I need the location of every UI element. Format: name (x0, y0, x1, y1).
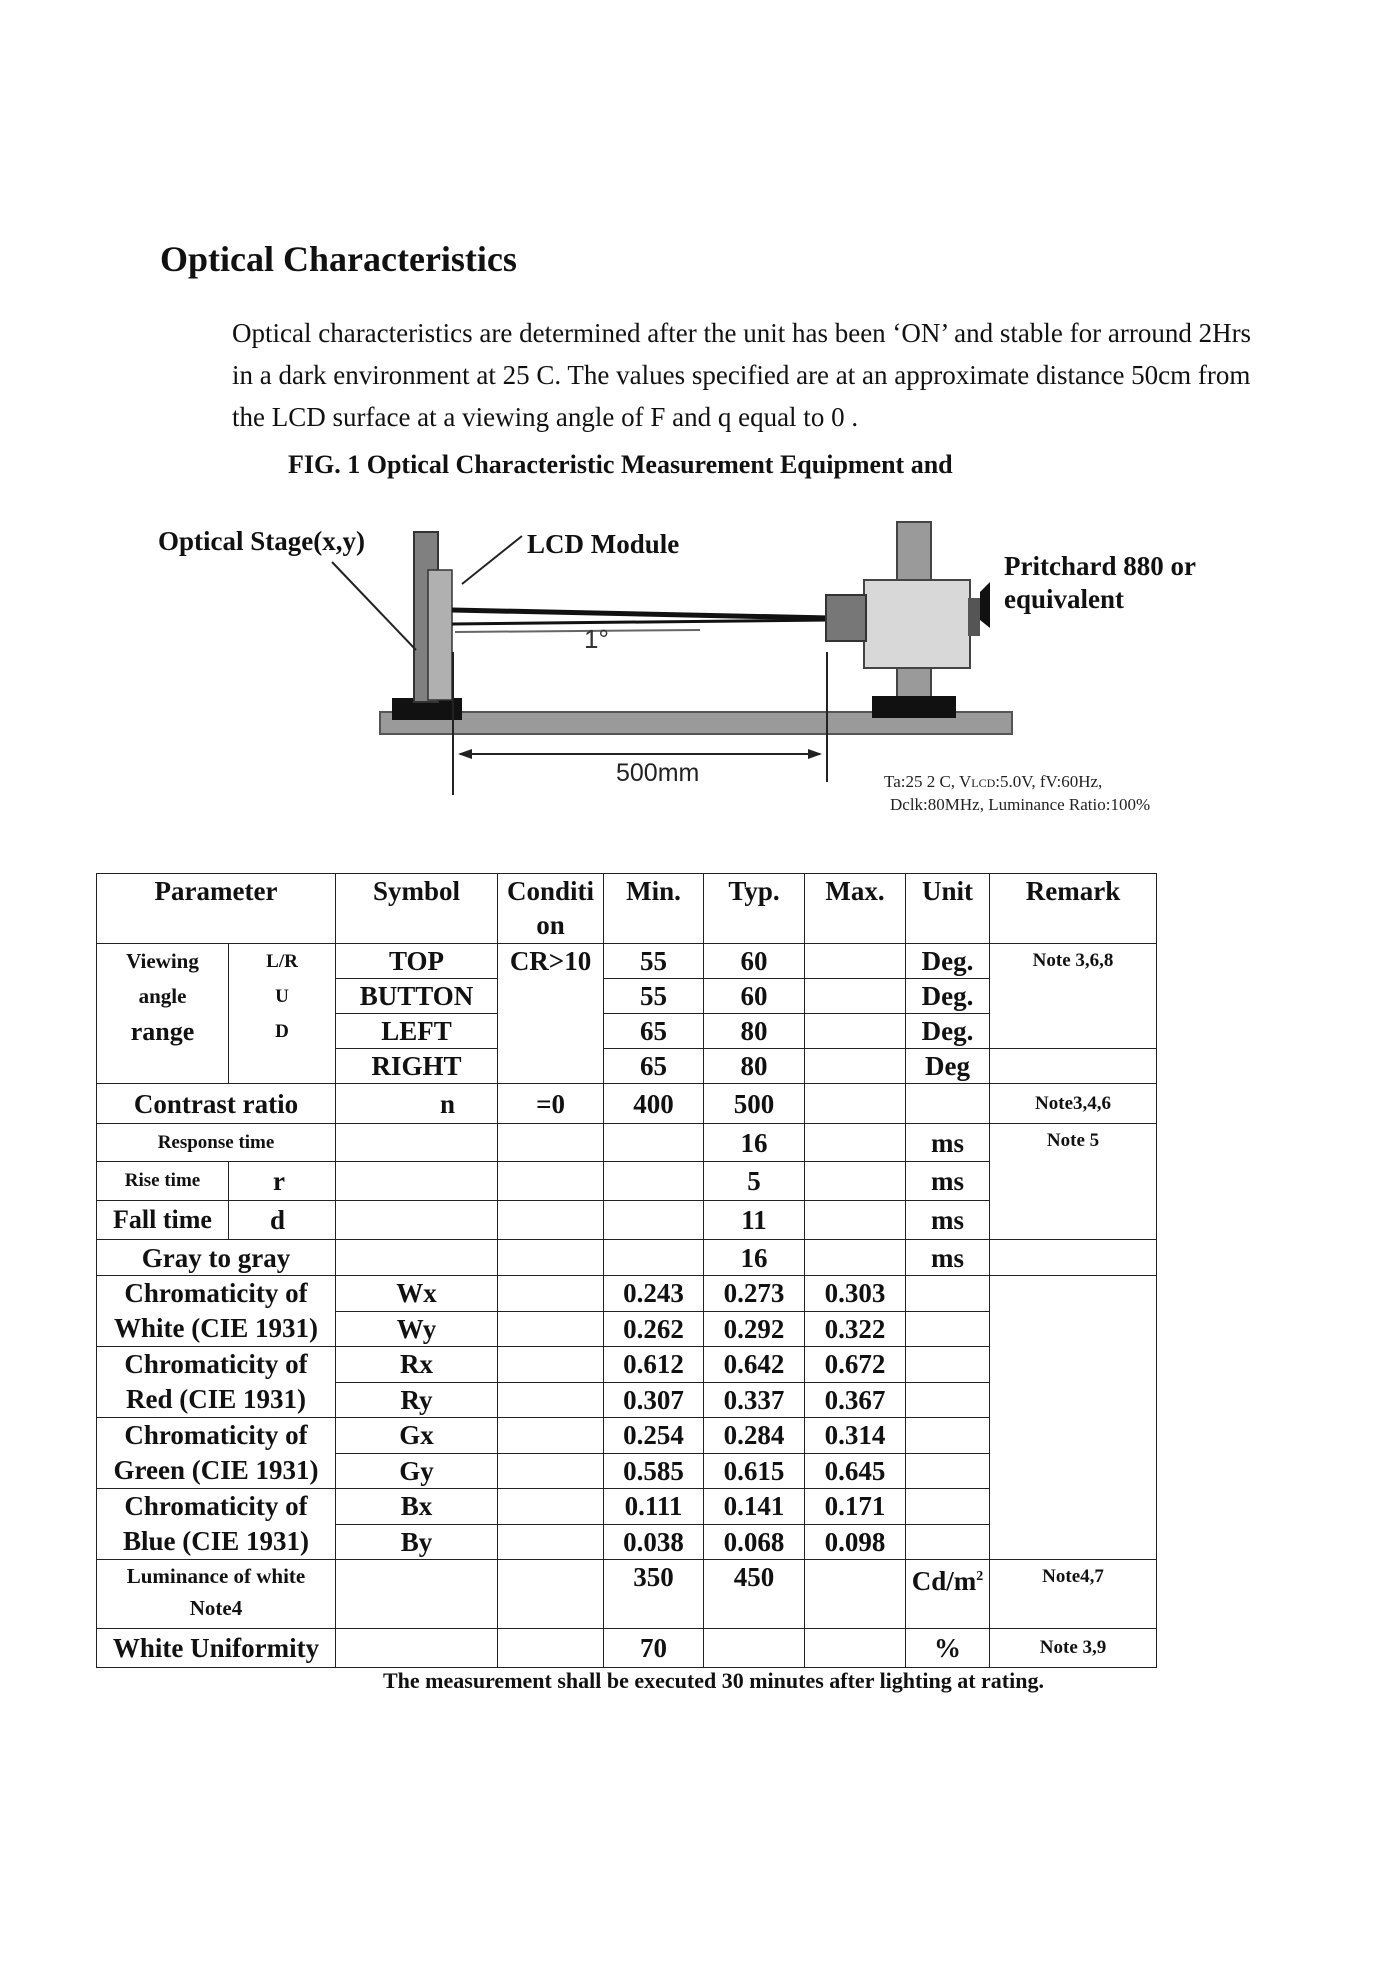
label-distance: 500mm (616, 759, 700, 787)
viewing-sub: U (275, 986, 289, 1007)
optical-spec-table (96, 873, 1157, 1668)
response-condition (498, 1124, 604, 1162)
chroma-typ: 0.615 (704, 1453, 805, 1489)
uniformity-condition (498, 1629, 604, 1668)
chroma-condition (498, 1276, 604, 1312)
viewing-label-line: angle (138, 984, 187, 1008)
viewing-unit: Deg. (906, 1014, 990, 1049)
luminance-symbol (336, 1560, 498, 1629)
fall-label: Fall time (97, 1201, 229, 1240)
label-lcd-module: LCD Module (527, 529, 680, 559)
response-unit: ms (906, 1124, 990, 1162)
luminance-unit-sup: 2 (976, 1569, 984, 1584)
viewing-typ: 80 (704, 1049, 805, 1084)
chroma-min: 0.254 (604, 1418, 704, 1454)
label-optical-stage: Optical Stage(x,y) (158, 526, 365, 556)
chroma-line: Green (CIE 1931) (113, 1455, 319, 1485)
chroma-unit (906, 1418, 990, 1454)
header-parameter: Parameter (97, 874, 336, 944)
intro-line: Optical characteristics are determined after the unit has been ‘ON’ and stable for arround 2Hrs (232, 318, 1252, 348)
header-unit: Unit (906, 874, 990, 944)
uniformity-remark: Note 3,9 (990, 1629, 1157, 1668)
chroma-red-param (97, 1347, 336, 1418)
pritchard-eyepiece (968, 598, 980, 636)
contrast-symbol: n (336, 1084, 498, 1124)
measurement-footnote: The measurement shall be executed 30 minutes after lighting at rating. (383, 1668, 1044, 1693)
viewing-max (805, 979, 906, 1014)
chroma-remark (990, 1276, 1157, 1560)
uniformity-typ (704, 1629, 805, 1668)
pritchard-body (864, 580, 970, 668)
label-conditions (884, 772, 1102, 791)
viewing-label-line: Viewing (126, 949, 199, 973)
measurement-equipment-diagram (0, 500, 1400, 830)
luminance-line: Luminance of white (126, 1564, 306, 1588)
intro-line: in a dark environment at 25 C. The values specified are at an approximate distance 50cm from (232, 360, 1251, 390)
chroma-max: 0.314 (805, 1418, 906, 1454)
viewing-typ: 80 (704, 1014, 805, 1049)
beam-line (452, 620, 830, 624)
chroma-symbol: Bx (336, 1489, 498, 1525)
uniformity-unit: % (906, 1629, 990, 1668)
header-max: Max. (805, 874, 906, 944)
rise-unit: ms (906, 1162, 990, 1201)
response-param: Response time (97, 1124, 336, 1162)
chroma-line: Chromaticity of (124, 1278, 308, 1308)
viewing-remark-empty (990, 1049, 1157, 1084)
chroma-line: Chromaticity of (124, 1420, 308, 1450)
viewing-remark: Note 3,6,8 (990, 944, 1157, 1049)
contrast-unit (906, 1084, 990, 1124)
chroma-condition (498, 1453, 604, 1489)
chroma-max: 0.303 (805, 1276, 906, 1312)
header-typ: Typ. (704, 874, 805, 944)
chroma-typ: 0.284 (704, 1418, 805, 1454)
chroma-typ: 0.068 (704, 1524, 805, 1560)
label-conditions-2: Dclk:80MHz, Luminance Ratio:100% (890, 795, 1151, 814)
chroma-max: 0.322 (805, 1311, 906, 1347)
chroma-max: 0.672 (805, 1347, 906, 1383)
chroma-symbol: Wy (336, 1311, 498, 1347)
gray-min (604, 1240, 704, 1276)
figure-caption: FIG. 1 Optical Characteristic Measurement Equipment and (288, 450, 953, 479)
luminance-unit-text: Cd/m (911, 1566, 977, 1596)
contrast-condition: =0 (498, 1084, 604, 1124)
chroma-condition (498, 1382, 604, 1418)
chroma-condition (498, 1489, 604, 1525)
contrast-typ: 500 (704, 1084, 805, 1124)
fall-symbol: d (229, 1201, 336, 1240)
rise-condition (498, 1162, 604, 1201)
chroma-min: 0.038 (604, 1524, 704, 1560)
chroma-min: 0.307 (604, 1382, 704, 1418)
intro-line: the LCD surface at a viewing angle of F and q equal to 0 . (232, 402, 859, 432)
viewing-symbol: LEFT (336, 1014, 498, 1049)
gray-label: Gray to gray (97, 1240, 336, 1276)
chroma-typ: 0.141 (704, 1489, 805, 1525)
chroma-symbol: Rx (336, 1347, 498, 1383)
viewing-min: 55 (604, 979, 704, 1014)
header-symbol: Symbol (336, 874, 498, 944)
uniformity-symbol (336, 1629, 498, 1668)
chroma-green-param (97, 1418, 336, 1489)
page-title: Optical Characteristics (160, 239, 517, 279)
viewing-max (805, 1014, 906, 1049)
chroma-unit (906, 1347, 990, 1383)
chroma-condition (498, 1311, 604, 1347)
conditions-text: :5.0V, fV:60Hz, (995, 772, 1103, 791)
chroma-unit (906, 1276, 990, 1312)
luminance-unit (906, 1560, 990, 1629)
response-remark: Note 5 (990, 1124, 1157, 1240)
luminance-param (97, 1560, 336, 1629)
chroma-condition (498, 1524, 604, 1560)
rise-min (604, 1162, 704, 1201)
rise-label: Rise time (97, 1162, 229, 1201)
leader-line (332, 562, 416, 650)
lcd-panel (428, 570, 452, 700)
rise-symbol-col (336, 1162, 498, 1201)
viewing-unit: Deg. (906, 979, 990, 1014)
header-remark: Remark (990, 874, 1157, 944)
chroma-min: 0.612 (604, 1347, 704, 1383)
chroma-min: 0.243 (604, 1276, 704, 1312)
viewing-symbol: TOP (336, 944, 498, 979)
chroma-unit (906, 1524, 990, 1560)
pritchard-lens (826, 595, 866, 641)
gray-remark (990, 1240, 1157, 1276)
viewing-sub: D (275, 1021, 289, 1042)
chroma-white-param (97, 1276, 336, 1347)
uniformity-min: 70 (604, 1629, 704, 1668)
gray-condition (498, 1240, 604, 1276)
viewing-max (805, 944, 906, 979)
luminance-remark: Note4,7 (990, 1560, 1157, 1629)
beam-line (452, 610, 830, 618)
contrast-remark: Note3,4,6 (990, 1084, 1157, 1124)
chroma-line: Chromaticity of (124, 1349, 308, 1379)
chroma-symbol: Gy (336, 1453, 498, 1489)
chroma-typ: 0.642 (704, 1347, 805, 1383)
chroma-line: Red (CIE 1931) (126, 1384, 306, 1414)
chroma-condition (498, 1418, 604, 1454)
gray-symbol (336, 1240, 498, 1276)
viewing-typ: 60 (704, 944, 805, 979)
fall-max (805, 1201, 906, 1240)
chroma-unit (906, 1311, 990, 1347)
chroma-typ: 0.292 (704, 1311, 805, 1347)
chroma-max: 0.098 (805, 1524, 906, 1560)
luminance-condition (498, 1560, 604, 1629)
contrast-max (805, 1084, 906, 1124)
chroma-unit (906, 1382, 990, 1418)
chroma-symbol: Gx (336, 1418, 498, 1454)
chroma-unit (906, 1489, 990, 1525)
response-min (604, 1124, 704, 1162)
viewing-max (805, 1049, 906, 1084)
viewing-condition: CR>10 (498, 944, 604, 1084)
viewing-symbol: BUTTON (336, 979, 498, 1014)
fall-typ: 11 (704, 1201, 805, 1240)
viewing-min: 65 (604, 1014, 704, 1049)
gray-typ: 16 (704, 1240, 805, 1276)
leader-line (462, 536, 522, 584)
chroma-symbol: Ry (336, 1382, 498, 1418)
fall-min (604, 1201, 704, 1240)
intro-paragraph (232, 312, 1312, 438)
rise-max (805, 1162, 906, 1201)
pritchard-foot (872, 696, 956, 718)
uniformity-max (805, 1629, 906, 1668)
viewing-min: 65 (604, 1049, 704, 1084)
fall-condition (498, 1201, 604, 1240)
pritchard-eyepiece-cup (980, 582, 990, 628)
header-min: Min. (604, 874, 704, 944)
viewing-typ: 60 (704, 979, 805, 1014)
arrow-right-icon (808, 749, 822, 759)
luminance-max (805, 1560, 906, 1629)
chroma-line: Blue (CIE 1931) (123, 1526, 310, 1556)
chroma-min: 0.585 (604, 1453, 704, 1489)
response-typ: 16 (704, 1124, 805, 1162)
chroma-max: 0.171 (805, 1489, 906, 1525)
response-max (805, 1124, 906, 1162)
chroma-blue-param (97, 1489, 336, 1560)
chroma-max: 0.367 (805, 1382, 906, 1418)
viewing-label-line: range (130, 1017, 195, 1046)
fall-symbol-col (336, 1201, 498, 1240)
response-symbol (336, 1124, 498, 1162)
viewing-symbol: RIGHT (336, 1049, 498, 1084)
chroma-typ: 0.337 (704, 1382, 805, 1418)
label-angle: 1° (584, 624, 609, 654)
arrow-left-icon (458, 749, 472, 759)
fall-unit: ms (906, 1201, 990, 1240)
viewing-angle-label (97, 944, 229, 1084)
chroma-typ: 0.273 (704, 1276, 805, 1312)
viewing-unit: Deg (906, 1049, 990, 1084)
label-pritchard-equivalent: equivalent (1004, 584, 1125, 614)
chroma-max: 0.645 (805, 1453, 906, 1489)
chroma-line: Chromaticity of (124, 1491, 308, 1521)
uniformity-param: White Uniformity (97, 1629, 336, 1668)
pritchard-post (897, 668, 931, 698)
contrast-min: 400 (604, 1084, 704, 1124)
beam-line (455, 630, 700, 632)
chroma-condition (498, 1347, 604, 1383)
viewing-min: 55 (604, 944, 704, 979)
chroma-symbol: Wx (336, 1276, 498, 1312)
label-pritchard: Pritchard 880 or (1004, 551, 1196, 581)
rise-typ: 5 (704, 1162, 805, 1201)
gray-max (805, 1240, 906, 1276)
viewing-sub-labels (229, 944, 336, 1084)
chroma-min: 0.262 (604, 1311, 704, 1347)
conditions-text: Ta:25 2 C, V (884, 772, 972, 791)
conditions-subscript: LCD (971, 776, 996, 790)
rise-symbol: r (229, 1162, 336, 1201)
header-condition: Conditi on (498, 874, 604, 944)
contrast-param: Contrast ratio (97, 1084, 336, 1124)
luminance-min: 350 (604, 1560, 704, 1629)
chroma-symbol: By (336, 1524, 498, 1560)
chroma-unit (906, 1453, 990, 1489)
chroma-min: 0.111 (604, 1489, 704, 1525)
chroma-line: White (CIE 1931) (114, 1313, 318, 1343)
pritchard-top-post (897, 522, 931, 582)
viewing-unit: Deg. (906, 944, 990, 979)
viewing-sub: L/R (266, 951, 298, 972)
gray-unit: ms (906, 1240, 990, 1276)
luminance-typ: 450 (704, 1560, 805, 1629)
luminance-line: Note4 (189, 1596, 243, 1620)
